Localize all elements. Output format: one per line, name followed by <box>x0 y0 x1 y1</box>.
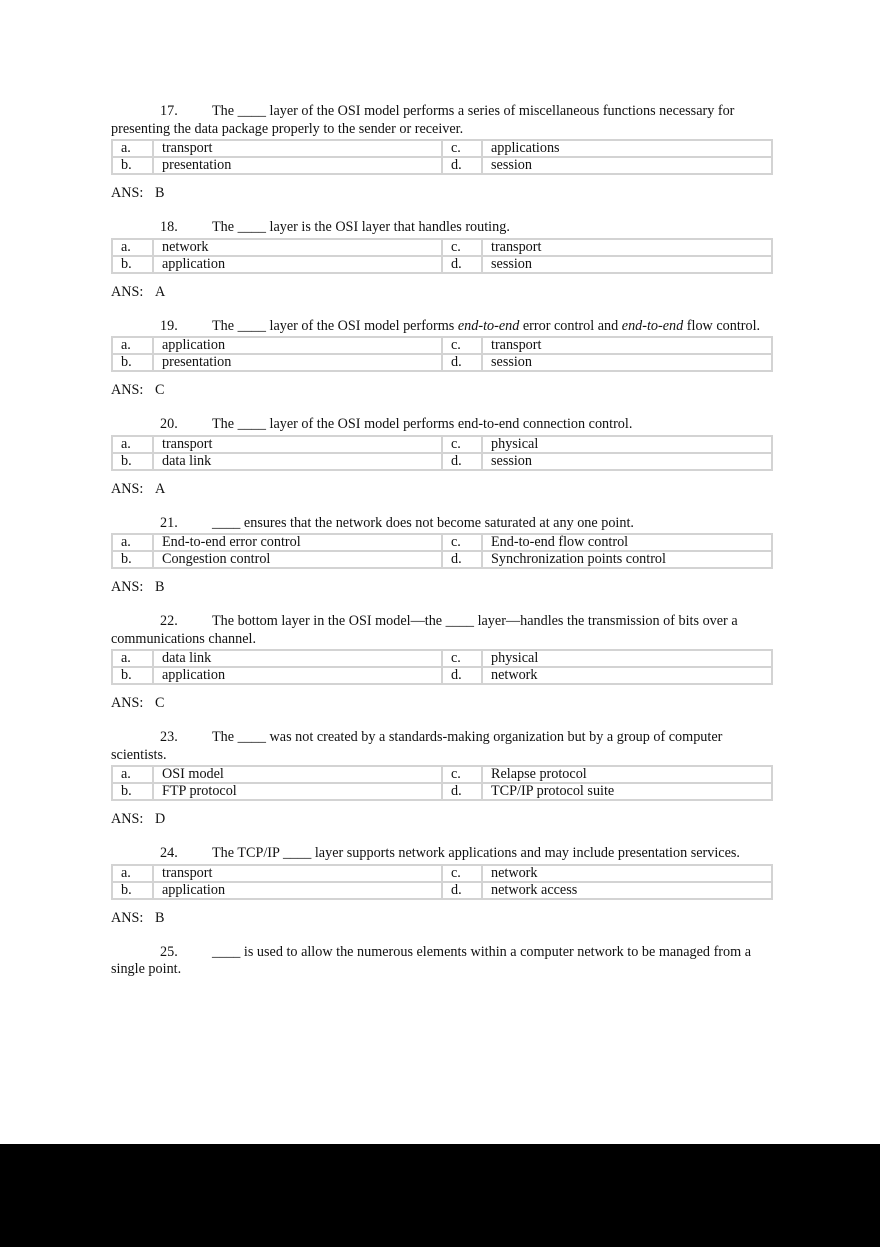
choice-d: TCP/IP protocol suite <box>482 783 772 800</box>
question-number: 17. <box>160 103 178 119</box>
choice-a: data link <box>153 650 442 667</box>
choice-c: Relapse protocol <box>482 766 772 783</box>
question-number: 23. <box>160 729 178 745</box>
choice-a: application <box>153 337 442 354</box>
choice-label-c: c. <box>442 865 482 882</box>
choice-label-a: a. <box>112 337 153 354</box>
choice-d: Synchronization points control <box>482 551 772 568</box>
answer-value: C <box>155 382 165 398</box>
choice-row <box>112 354 772 371</box>
choice-d: session <box>482 453 772 470</box>
question-stem <box>111 515 771 533</box>
question-number: 18. <box>160 219 178 235</box>
question-list <box>111 103 771 979</box>
choice-row <box>112 256 772 273</box>
answer-label: ANS: <box>111 185 144 201</box>
choice-b: Congestion control <box>153 551 442 568</box>
choice-b: application <box>153 256 442 273</box>
answer-label: ANS: <box>111 909 144 926</box>
choice-row <box>112 436 772 453</box>
answer-label: ANS: <box>111 480 144 497</box>
choice-label-c: c. <box>442 534 482 551</box>
stem-text: ____ ensures that the network does not become saturated at any one point. <box>212 514 634 531</box>
choice-label-b: b. <box>112 453 153 470</box>
stem-text: The TCP/IP ____ layer supports network applications and may include presentation services. <box>212 845 740 861</box>
stem-text: ____ is used to allow the numerous elements within a computer network to be managed from a single point. <box>111 943 751 977</box>
answer-value: B <box>155 909 165 926</box>
question-number: 20. <box>160 416 178 432</box>
answer-line <box>111 185 771 202</box>
choice-row <box>112 783 772 800</box>
choice-label-c: c. <box>442 140 482 157</box>
choice-row <box>112 239 772 256</box>
answer-line <box>111 811 771 828</box>
choice-a: transport <box>153 865 442 882</box>
choice-label-a: a. <box>112 766 153 783</box>
stem-text: The ____ layer of the OSI model performs <box>212 317 458 334</box>
choice-c: network <box>482 865 772 882</box>
choice-label-a: a. <box>112 650 153 667</box>
choice-row <box>112 453 772 470</box>
choice-c: physical <box>482 650 772 667</box>
choices-table <box>111 238 773 274</box>
choice-b: presentation <box>153 354 442 371</box>
answer-value: A <box>155 480 166 497</box>
choice-a: OSI model <box>153 766 442 783</box>
choice-b: application <box>153 667 442 684</box>
choice-label-d: d. <box>442 157 482 174</box>
answer-value: C <box>155 695 165 711</box>
question-23 <box>111 729 771 828</box>
choices-table <box>111 533 773 569</box>
question-stem <box>111 318 771 336</box>
answer-label: ANS: <box>111 695 144 711</box>
choice-c: transport <box>482 239 772 256</box>
answer-value: A <box>155 283 166 300</box>
choice-label-c: c. <box>442 239 482 256</box>
choice-label-a: a. <box>112 534 153 551</box>
choice-c: End-to-end flow control <box>482 534 772 551</box>
choice-label-b: b. <box>112 667 153 684</box>
choice-label-d: d. <box>442 256 482 273</box>
choice-label-c: c. <box>442 337 482 354</box>
choice-label-b: b. <box>112 157 153 174</box>
stem-text: The ____ layer is the OSI layer that handles routing. <box>212 219 510 235</box>
choice-a: transport <box>153 140 442 157</box>
choices-table <box>111 435 773 471</box>
choice-c: physical <box>482 436 772 453</box>
choices-table <box>111 765 773 801</box>
question-stem <box>111 845 771 863</box>
choice-b: application <box>153 882 442 899</box>
choice-label-b: b. <box>112 256 153 273</box>
choice-label-a: a. <box>112 865 153 882</box>
stem-text: The bottom layer in the OSI model—the ____ layer—handles the transmission of bits over a communications channel. <box>111 613 738 647</box>
choice-label-b: b. <box>112 354 153 371</box>
choice-label-d: d. <box>442 551 482 568</box>
choice-b: FTP protocol <box>153 783 442 800</box>
choice-b: presentation <box>153 157 442 174</box>
choice-c: transport <box>482 337 772 354</box>
choices-table <box>111 649 773 685</box>
choice-a: transport <box>153 436 442 453</box>
choice-label-d: d. <box>442 667 482 684</box>
answer-label: ANS: <box>111 811 144 827</box>
choice-label-c: c. <box>442 650 482 667</box>
choice-a: network <box>153 239 442 256</box>
choice-row <box>112 766 772 783</box>
stem-emphasis: end-to-end <box>457 317 520 334</box>
stem-text: flow control. <box>683 317 761 334</box>
question-stem <box>111 219 771 237</box>
choice-row <box>112 882 772 899</box>
choice-d: network access <box>482 882 772 899</box>
choice-label-c: c. <box>442 766 482 783</box>
stem-text: The ____ layer of the OSI model performs a series of miscellaneous functions necessary for presenting the data package properly to the sender or receiver. <box>111 103 735 137</box>
question-22 <box>111 613 771 712</box>
answer-value: B <box>155 579 165 595</box>
answer-value: B <box>155 185 165 201</box>
answer-label: ANS: <box>111 382 144 398</box>
choice-row <box>112 157 772 174</box>
choice-label-a: a. <box>112 140 153 157</box>
stem-emphasis: end-to-end <box>621 317 684 334</box>
question-number: 21. <box>160 514 178 531</box>
stem-text: The ____ was not created by a standards-making organization but by a group of computer scientists. <box>111 729 723 763</box>
answer-line <box>111 382 771 399</box>
choice-d: session <box>482 354 772 371</box>
choice-label-d: d. <box>442 354 482 371</box>
question-stem <box>111 103 771 138</box>
choice-label-c: c. <box>442 436 482 453</box>
choice-label-a: a. <box>112 239 153 256</box>
question-25 <box>111 944 771 979</box>
question-number: 19. <box>160 317 178 334</box>
question-stem <box>111 729 771 764</box>
answer-line <box>111 284 771 301</box>
choice-row <box>112 337 772 354</box>
choice-b: data link <box>153 453 442 470</box>
choice-label-d: d. <box>442 882 482 899</box>
choices-table <box>111 864 773 900</box>
answer-value: D <box>155 811 166 827</box>
choice-label-d: d. <box>442 783 482 800</box>
answer-line <box>111 579 771 596</box>
question-17 <box>111 103 771 202</box>
answer-label: ANS: <box>111 579 144 595</box>
choice-label-b: b. <box>112 882 153 899</box>
question-stem <box>111 613 771 648</box>
stem-text: The ____ layer of the OSI model performs end-to-end connection control. <box>212 416 633 432</box>
question-number: 22. <box>160 613 178 629</box>
choice-d: session <box>482 256 772 273</box>
choice-d: session <box>482 157 772 174</box>
question-20 <box>111 416 771 498</box>
choice-d: network <box>482 667 772 684</box>
choices-table <box>111 139 773 175</box>
question-stem <box>111 416 771 434</box>
choices-table <box>111 336 773 372</box>
answer-line <box>111 481 771 498</box>
answer-line <box>111 695 771 712</box>
stem-text: error control and <box>519 317 622 334</box>
question-21 <box>111 515 771 597</box>
choice-row <box>112 551 772 568</box>
answer-label: ANS: <box>111 283 144 300</box>
question-number: 25. <box>160 943 178 960</box>
question-number: 24. <box>160 845 178 861</box>
choice-row <box>112 865 772 882</box>
question-stem <box>111 944 771 979</box>
choice-label-d: d. <box>442 453 482 470</box>
choice-label-b: b. <box>112 551 153 568</box>
choice-row <box>112 667 772 684</box>
question-24 <box>111 845 771 927</box>
choice-label-b: b. <box>112 783 153 800</box>
choice-a: End-to-end error control <box>153 534 442 551</box>
choice-row <box>112 650 772 667</box>
choice-row <box>112 140 772 157</box>
question-19 <box>111 318 771 400</box>
answer-line <box>111 910 771 927</box>
choice-row <box>112 534 772 551</box>
choice-c: applications <box>482 140 772 157</box>
choice-label-a: a. <box>112 436 153 453</box>
question-18 <box>111 219 771 301</box>
